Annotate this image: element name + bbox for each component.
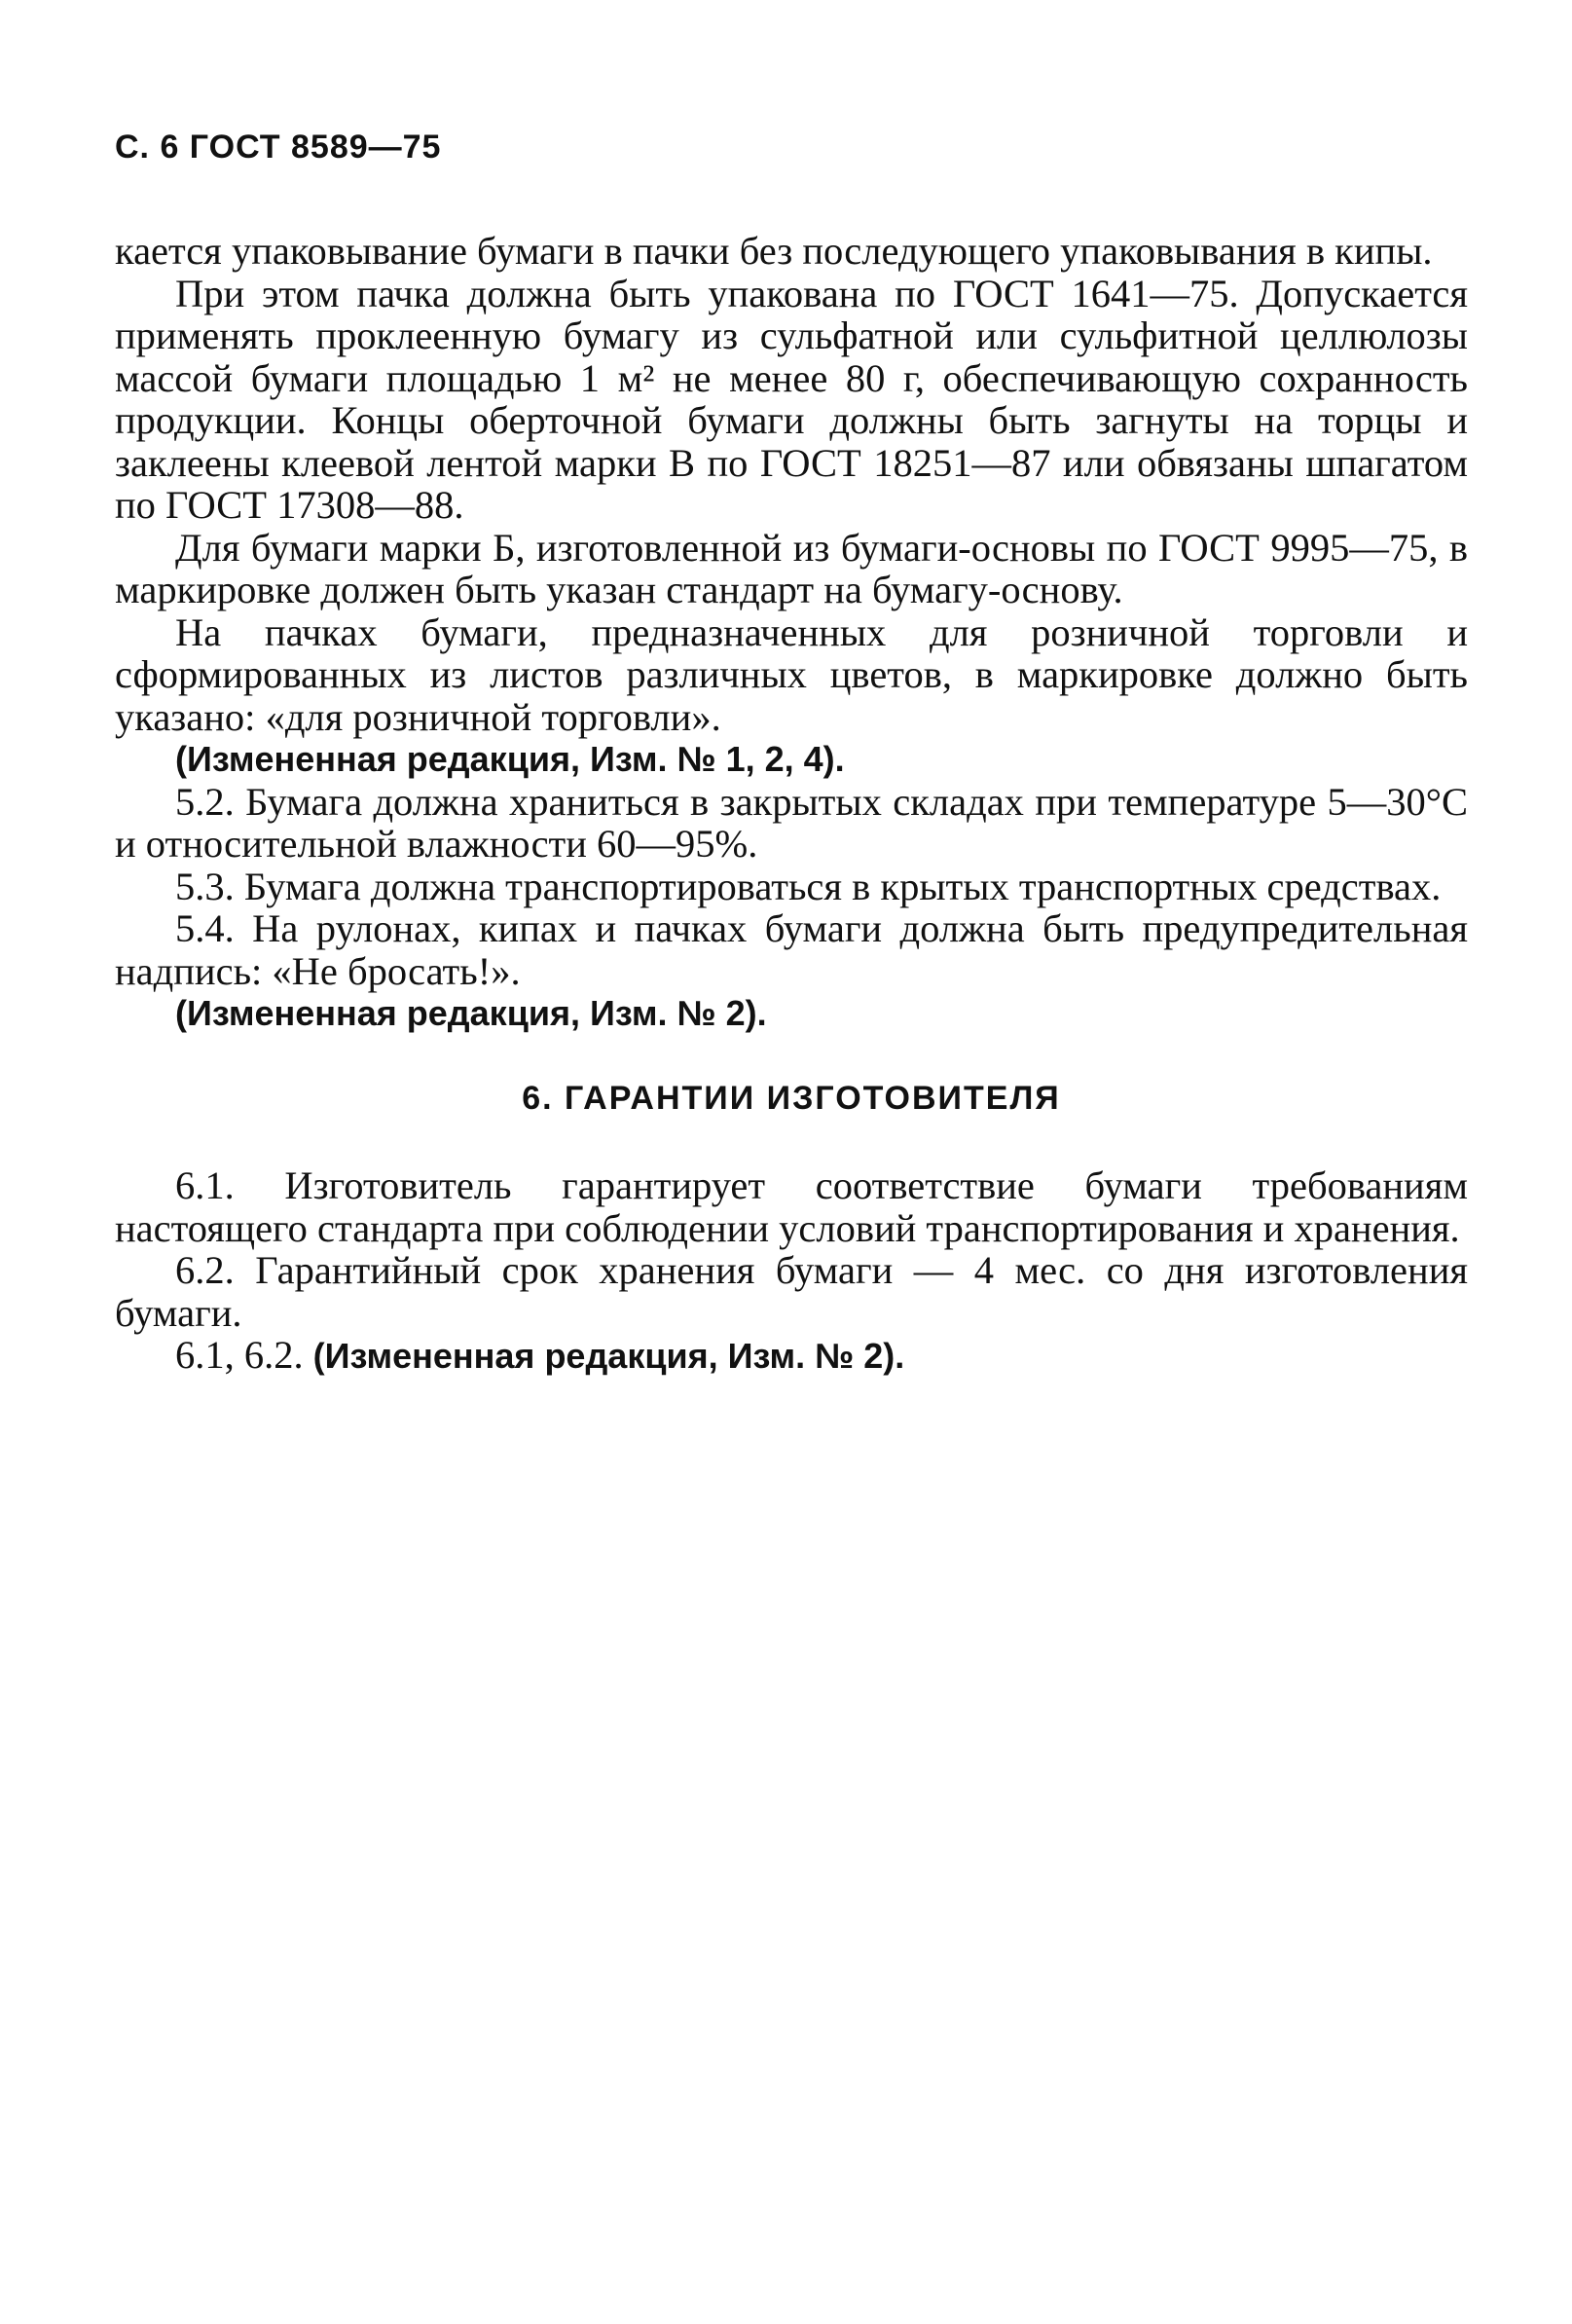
paragraph-retail: На пачках бумаги, предназначенных для розничной торговли и сформированных из листов различных цветов, в маркировке должно быть указано: «для розничной торговли». [115, 609, 1468, 739]
amendment-note [115, 1334, 1468, 1378]
clause-5-3: 5.3. Бумага должна транспортироваться в крытых транспортных средствах. [175, 864, 1442, 908]
running-head: С. 6 ГОСТ 8589—75 [115, 129, 442, 166]
paragraph-packing: При этом пачка должна быть упакована по ГОСТ 1641—75. Допускается применять проклеенную бумагу из сульфатной или сульфитной целлюлозы массой бумаги площадью 1 м² не менее 80 г, обеспечивающую сохранность продукции. Концы оберточной бумаги должны быть загнуты на торцы и заклеены клеевой лентой марки В по ГОСТ 18251—87 или обвязаны шпагатом по ГОСТ 17308—88. [115, 271, 1468, 527]
document-body [115, 230, 1468, 1378]
clause-6-1: 6.1. Изготовитель гарантирует соответствие бумаги требованиям настоящего стандарта при соблюдении условий транспортирования и хранения. [115, 1163, 1468, 1250]
amendment-note-text: (Измененная редакция, Изм. № 2). [312, 1336, 905, 1376]
section-heading: 6. ГАРАНТИИ ИЗГОТОВИТЕЛЯ [522, 1079, 1061, 1117]
paragraph-mark-b: Для бумаги марки Б, изготовленной из бумаги-основы по ГОСТ 9995—75, в маркировке должен быть указан стандарт на бумагу-основу. [115, 525, 1468, 611]
clause-5-2: 5.2. Бумага должна храниться в закрытых складах при температуре 5—30°С и относительной влажности 60—95%. [115, 779, 1468, 866]
clause-5-4: 5.4. На рулонах, кипах и пачках бумаги должна быть предупредительная надпись: «Не бросать!». [115, 906, 1468, 993]
amendment-note: (Измененная редакция, Изм. № 1, 2, 4). [175, 739, 845, 779]
clause-6-2: 6.2. Гарантийный срок хранения бумаги — 4 мес. со дня изготовления бумаги. [115, 1248, 1468, 1335]
amendment-note-prefix: 6.1, 6.2. [175, 1333, 304, 1377]
paragraph-continuation: кается упаковывание бумаги в пачки без последующего упаковывания в кипы. [115, 229, 1433, 273]
amendment-note: (Измененная редакция, Изм. № 2). [175, 993, 767, 1033]
